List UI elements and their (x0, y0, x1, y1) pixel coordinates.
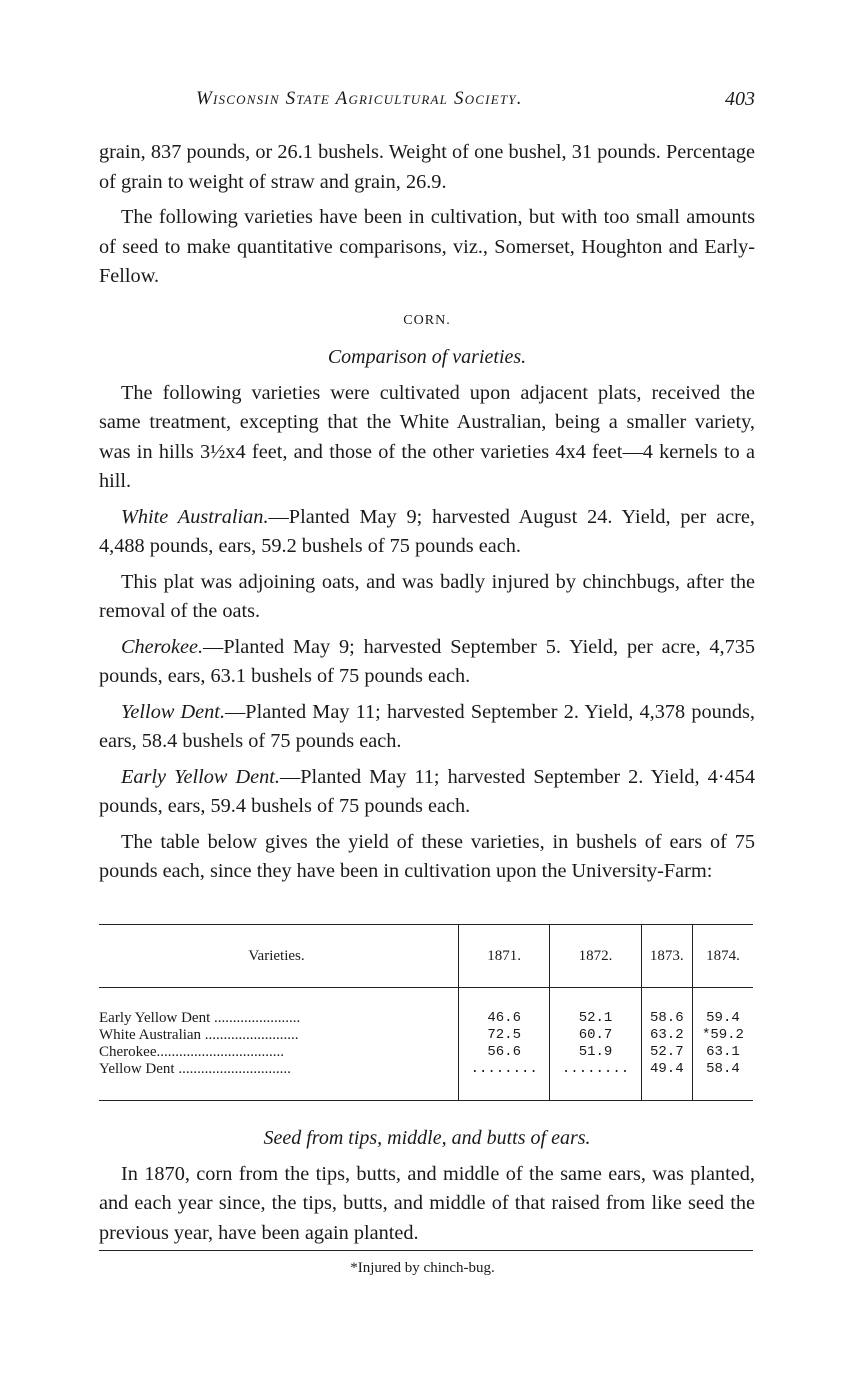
table-cell: 52.1 (550, 988, 641, 1028)
variety-name: White Australian. (121, 505, 269, 528)
paragraph: grain, 837 pounds, or 26.1 bushels. Weight of one bushel, 31 pounds. Percentage of grain to weight of straw and grain, 26.9. (99, 141, 755, 193)
table-cell: Yellow Dent .............................. (99, 1061, 291, 1077)
body-text-continued (99, 1124, 755, 1248)
variety-text: —Planted May 9; harvested August 24. Yield, per acre, 4,488 pounds, ears, 59.2 bushels of 75 pounds each. (99, 505, 755, 557)
variety-text: —Planted May 11; harvested September 2. Yield, 4·454 pounds, ears, 59.4 bushels of 75 pounds each. (99, 765, 755, 817)
paragraph: The following varieties were cultivated upon adjacent plats, received the same treatment, excepting that the White Australian, being a smaller variety, was in hills 3½x4 feet, and those of the other varieties 4x4 feet—4 kernels to a hill. (99, 381, 755, 492)
table-cell: 58.6 (641, 988, 692, 1028)
table-cell: White Australian ......................... (99, 1027, 299, 1043)
variety-name: Early Yellow Dent. (121, 765, 280, 788)
column-header: 1873. (641, 925, 692, 988)
section-title: CORN. (403, 312, 451, 328)
page-number: 403 (725, 88, 755, 110)
table-cell: 51.9 (550, 1044, 641, 1061)
paragraph: In 1870, corn from the tips, butts, and middle of the same ears, was planted, and each year since, the tips, butts, and middle of that raised from like seed the previous year, have been again planted. (99, 1162, 755, 1244)
paragraph (99, 698, 755, 757)
subheading: Comparison of varieties. (327, 346, 527, 368)
running-title: Wisconsin State Agricultural Society. (196, 88, 523, 109)
footnote-rule (99, 1250, 753, 1251)
variety-name: Cherokee. (121, 635, 204, 658)
column-header: 1872. (550, 925, 641, 988)
table-row (99, 988, 753, 1028)
variety-name: Yellow Dent. (121, 700, 226, 723)
table-cell: 63.2 (641, 1027, 692, 1044)
variety-text: —Planted May 11; harvested September 2. Yield, 4,378 pounds, ears, 58.4 bushels of 75 pounds each. (99, 700, 755, 752)
body-text (99, 138, 755, 893)
table-cell: 60.7 (550, 1027, 641, 1044)
table-cell: 72.5 (459, 1027, 550, 1044)
paragraph (99, 763, 755, 822)
table-cell: 56.6 (459, 1044, 550, 1061)
table-cell: Cherokee.................................. (99, 1044, 284, 1060)
subheading: Seed from tips, middle, and butts of ears. (263, 1127, 591, 1149)
table-row (99, 1061, 753, 1101)
variety-text: —Planted May 9; harvested September 5. Yield, per acre, 4,735 pounds, ears, 63.1 bushels of 75 pounds each. (99, 635, 755, 687)
paragraph (99, 633, 755, 692)
page-header (98, 88, 755, 118)
table-cell: 49.4 (641, 1061, 692, 1101)
paragraph: This plat was adjoining oats, and was badly injured by chinchbugs, after the removal of the oats. (99, 570, 755, 622)
table-row (99, 1044, 753, 1061)
table-cell: ........ (550, 1061, 641, 1101)
paragraph (99, 503, 755, 562)
paragraph: The table below gives the yield of these varieties, in bushels of ears of 75 pounds each, since they have been in cultivation upon the University-Farm: (99, 830, 755, 882)
table-header-row (99, 925, 753, 988)
table-cell: 58.4 (692, 1061, 753, 1101)
yield-table (99, 924, 753, 1101)
table-cell: 59.4 (692, 988, 753, 1028)
table-cell: Early Yellow Dent ....................... (99, 1010, 301, 1026)
column-header: 1874. (692, 925, 753, 988)
table-row (99, 1027, 753, 1044)
table-cell: *59.2 (692, 1027, 753, 1044)
column-header: 1871. (459, 925, 550, 988)
column-header: Varieties. (99, 925, 459, 988)
footnote: *Injured by chinch-bug. (350, 1260, 495, 1276)
table-cell: 63.1 (692, 1044, 753, 1061)
paragraph: The following varieties have been in cultivation, but with too small amounts of seed to make quantitative comparisons, viz., Somerset, Houghton and Early-Fellow. (99, 206, 755, 287)
table-cell: 46.6 (459, 988, 550, 1028)
table-cell: 52.7 (641, 1044, 692, 1061)
table-cell: ........ (459, 1061, 550, 1101)
